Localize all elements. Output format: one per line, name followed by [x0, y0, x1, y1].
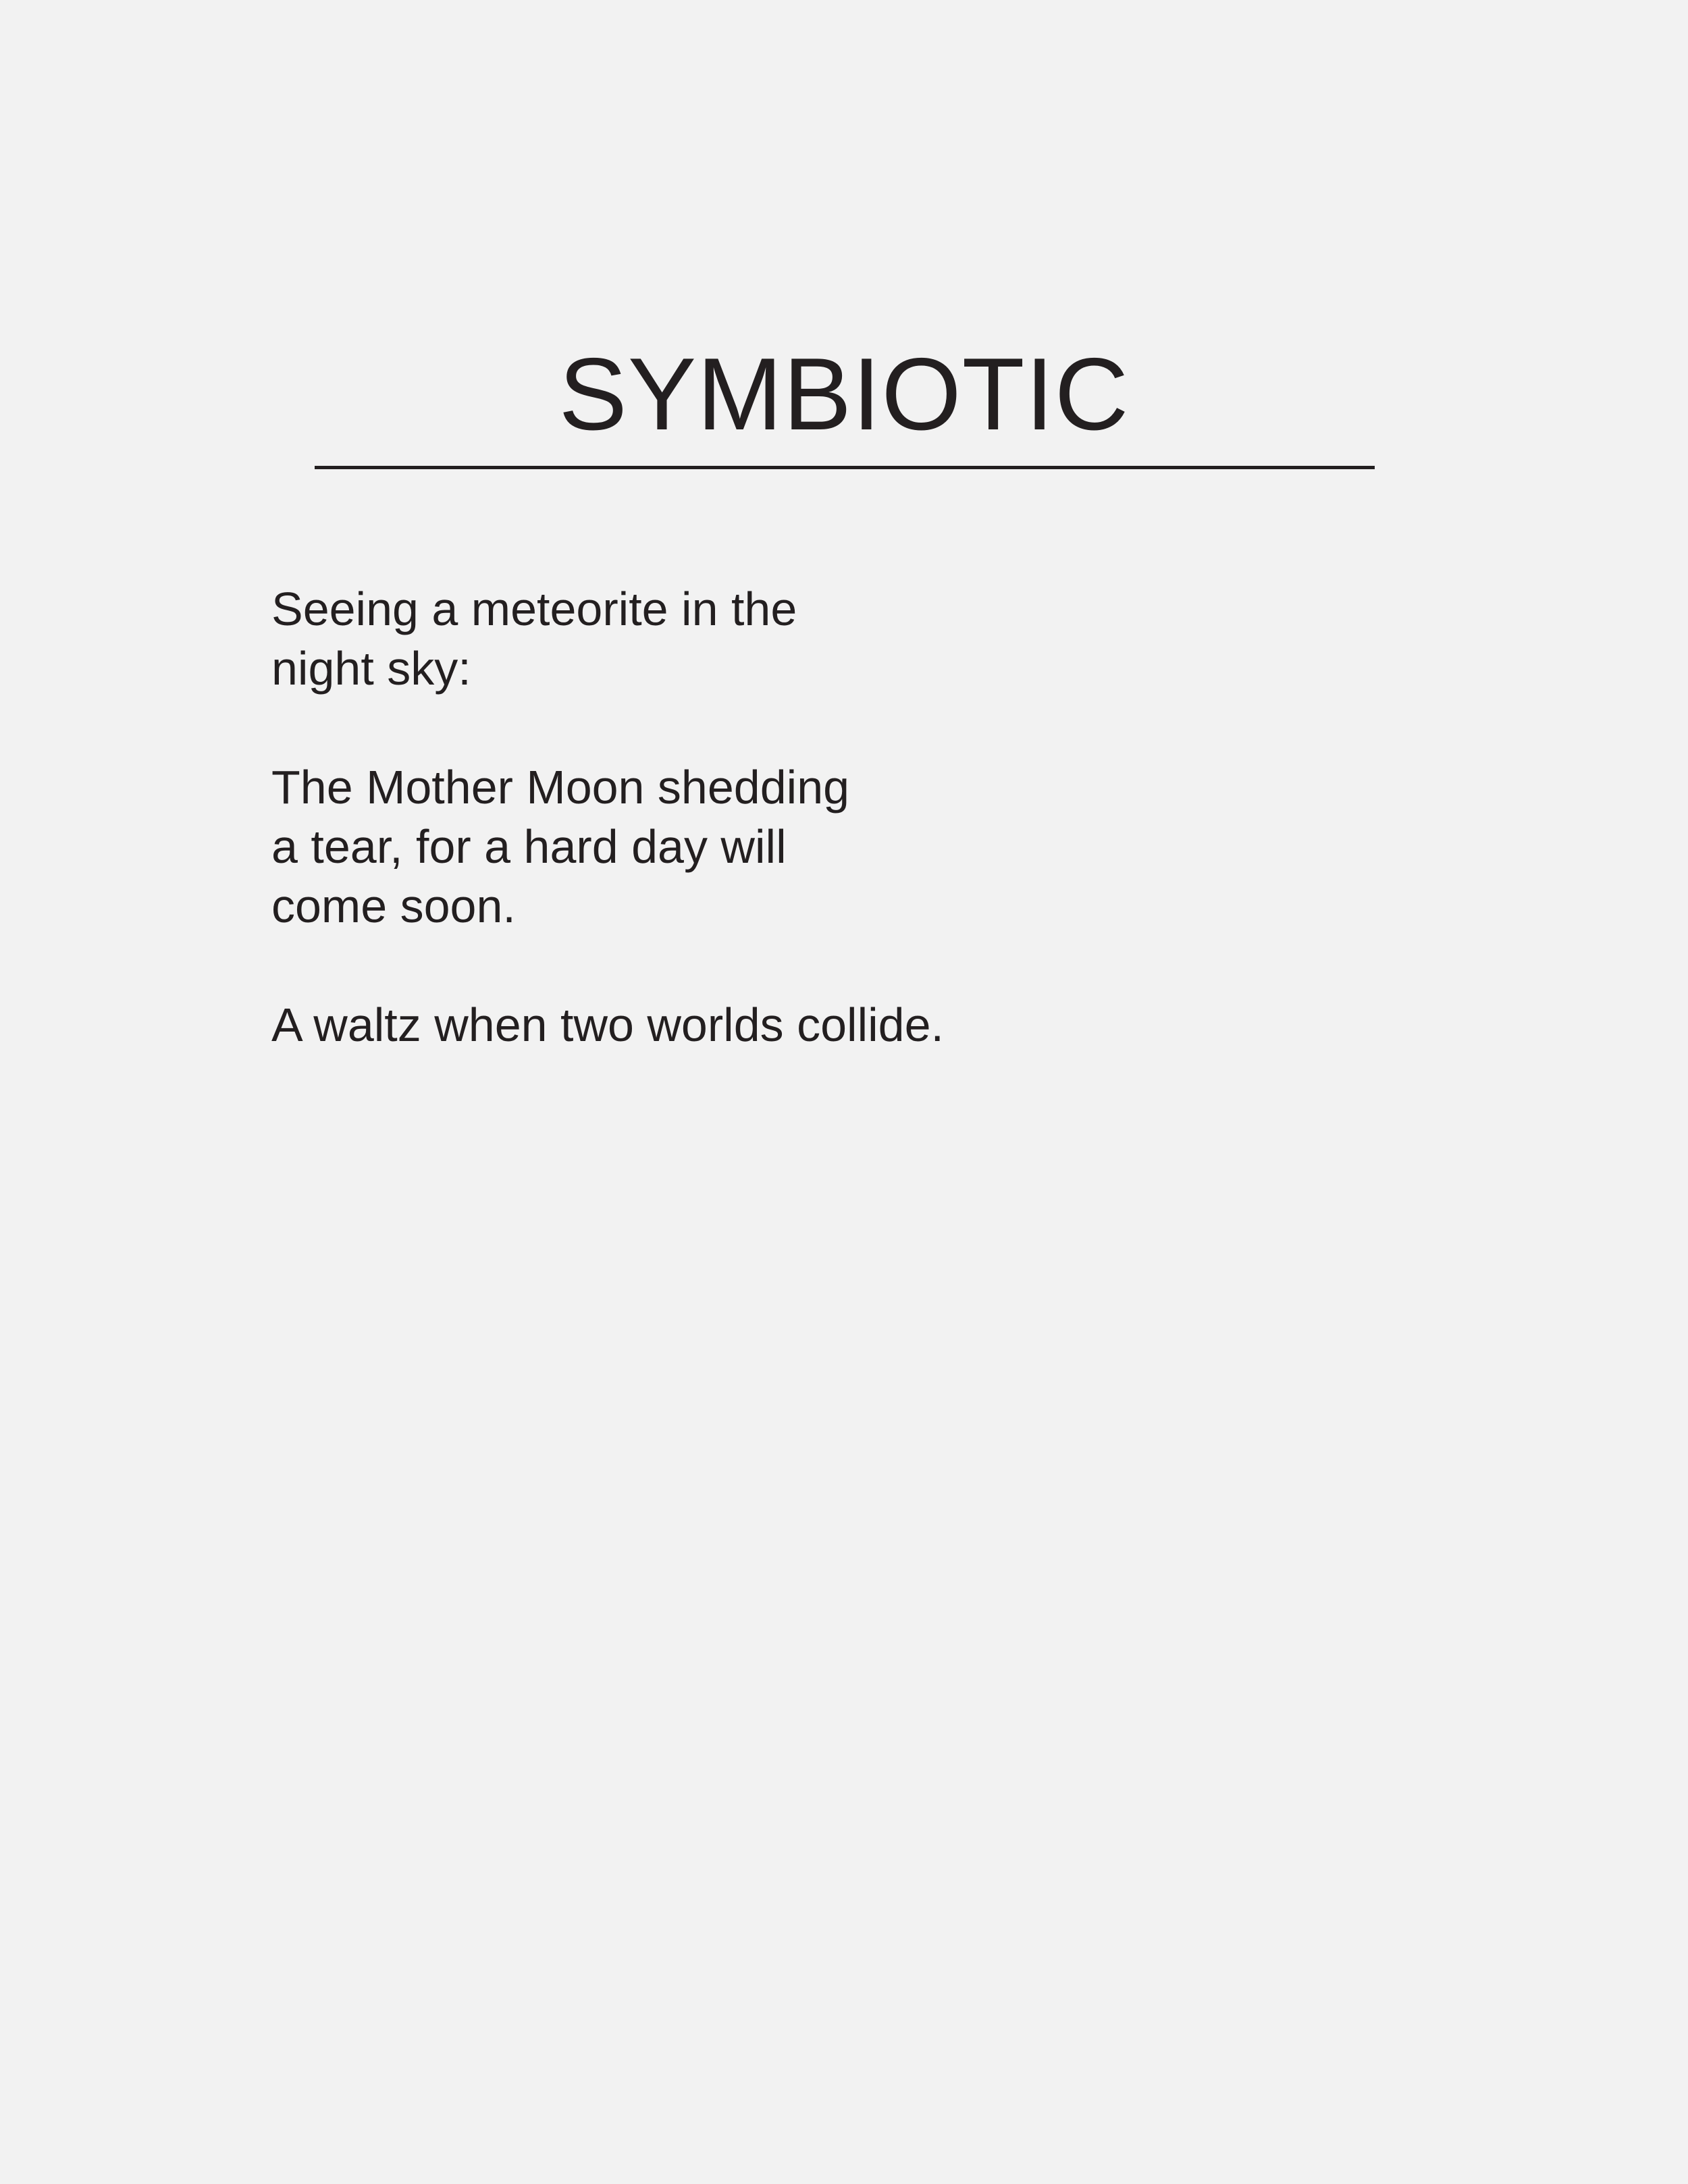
poem-line: come soon.	[271, 880, 516, 932]
poem-body	[271, 579, 1487, 1114]
poem-line: Seeing a meteorite in the	[271, 583, 797, 635]
poem-line: The Mother Moon shedding	[271, 761, 850, 814]
stanza	[271, 579, 1487, 698]
stanza	[271, 757, 1487, 936]
poem-line: a tear, for a hard day will	[271, 820, 787, 873]
title-divider	[315, 466, 1375, 469]
poem-line: night sky:	[271, 642, 471, 695]
stanza	[271, 995, 1487, 1055]
poem-line: A waltz when two worlds collide.	[271, 998, 944, 1051]
poem-title: SYMBIOTIC	[558, 336, 1130, 452]
